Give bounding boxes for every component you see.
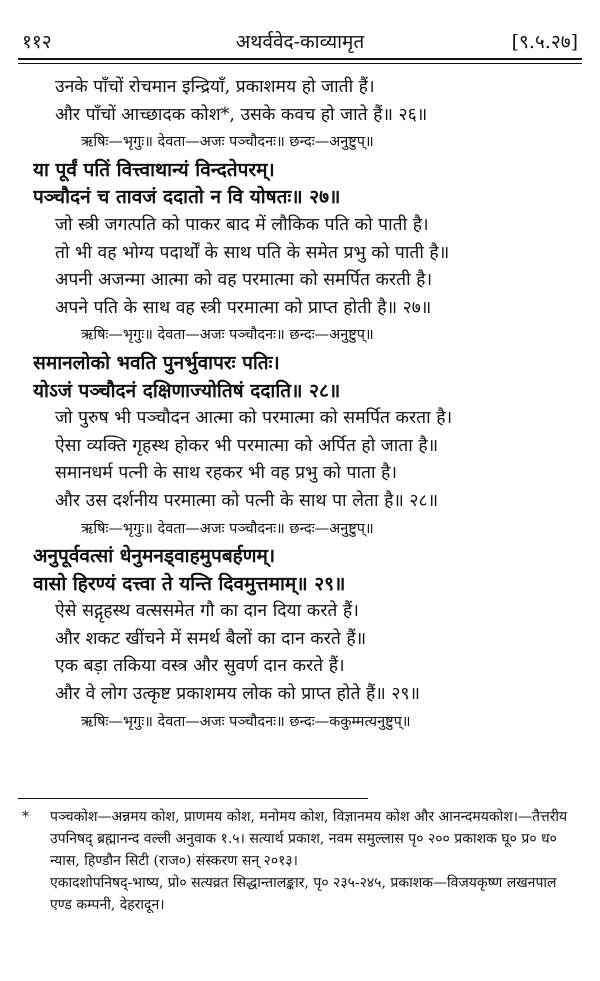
verse-reference: [९.५.२७] [511,31,578,53]
metadata-chhanda: छन्दः—अनुष्टुप्॥ [289,327,374,344]
metadata-rishi: ऋषिः—भृगुः॥ [81,520,153,537]
translation-line: ऐसा व्यक्ति गृहस्थ होकर भी परमात्मा को अर्पित हो जाता है॥ [55,435,439,456]
footnote-text: एकादशोपनिषद्-भाष्य, प्रो० सत्यव्रत सिद्धान्तालङ्कार, पृ० २३५-२४५, प्रकाशक—विजयकृष्ण लखनपाल एण्ड कम्पनी, देहरादून। [50,875,557,913]
running-title: अथर्ववेद-काव्यामृत [235,31,365,53]
footnote [22,872,578,916]
metadata-line [55,516,578,544]
translation-line: तो भी वह भोग्य पदार्थों के साथ पति के समेत प्रभु को पाती है॥ [55,242,450,263]
mantra-line: योऽजं पञ्चौदनं दक्षिणाज्योतिषं ददाति॥ २८॥ [33,379,341,402]
translation-line: ऐसे सद्गृहस्थ वत्ससमेत गौ का दान दिया करते हैं। [55,601,359,622]
metadata-chhanda: छन्दः—अनुष्टुप्॥ [289,520,374,537]
footnote-rule [18,798,368,799]
metadata-devata: देवता—अजः पञ्चौदनः॥ [157,327,285,344]
metadata-devata: देवता—अजः पञ्चौदनः॥ [157,134,285,151]
mantra-line: समानलोको भवति पुनर्भुवापरः पतिः। [33,351,280,374]
translation-line: समानधर्म पत्नी के साथ रहकर भी वह प्रभु को पाता है। [55,463,397,484]
mantra-line: पञ्चौदनं च तावजं ददातो न वि योषतः॥ २७॥ [33,186,341,209]
translation-line: और पाँचों आच्छादक कोश*, उसके कवच हो जाते हैं॥ २६॥ [55,104,428,125]
translation-line: और वे लोग उत्कृष्ट प्रकाशमय लोक को प्राप्त होते हैं॥ २९॥ [55,684,421,705]
translation-line: जो पुरुष भी पञ्चौदन आत्मा को परमात्मा को समर्पित करता है। [55,408,453,429]
verse-content [33,74,578,736]
mantra-line: अनुपूर्ववत्सां धेनुमनड्वाहमुपबर्हणम्। [33,545,276,568]
translation-line: और उस दर्शनीय परमात्मा को पत्नी के साथ पा लेता है॥ २८॥ [55,490,439,511]
mantra-line: वासो हिरण्यं दत्त्वा ते यन्ति दिवमुत्तमाम्॥ २९॥ [33,572,346,595]
metadata-rishi: ऋषिः—भृगुः॥ [81,713,153,730]
footnote [22,806,578,872]
metadata-line [55,322,578,350]
translation-line: अपनी अजन्मा आत्मा को वह परमात्मा को समर्पित करती है। [55,270,433,291]
mantra-line: या पूर्वं पतिं वित्त्वाथान्यं विन्दतेपरम्। [33,158,275,181]
translation-line: उनके पाँचों रोचमान इन्द्रियाँ, प्रकाशमय हो जाती हैं। [55,77,375,97]
metadata-rishi: ऋषिः—भृगुः॥ [81,327,153,344]
metadata-devata: देवता—अजः पञ्चौदनः॥ [157,520,285,537]
metadata-line [55,709,578,737]
page-number: ११२ [22,31,52,53]
footnotes [22,806,578,916]
metadata-chhanda: छन्दः—अनुष्टुप्॥ [289,134,374,151]
footnote-mark: * [22,809,29,825]
translation-line: जो स्त्री जगत्पति को पाकर बाद में लौकिक पति को पाती है। [55,214,429,235]
translation-line: एक बड़ा तकिया वस्त्र और सुवर्ण दान करते हैं। [55,656,345,677]
translation-line: अपने पति के साथ वह स्त्री परमात्मा को प्राप्त होती है॥ २७॥ [55,297,432,318]
metadata-line [55,129,578,157]
page-header [22,28,578,54]
metadata-rishi: ऋषिः—भृगुः॥ [81,134,153,151]
translation-line: और शकट खींचने में समर्थ बैलों का दान करते हैं॥ [55,628,367,649]
footnote-text: पञ्चकोश—अन्नमय कोश, प्राणमय कोश, मनोमय कोश, विज्ञानमय कोश और आनन्दमयकोश।—तैत्तरीय उपनिषद् ब्रह्मानन्द वल्ली अनुवाक १.५। सत्यार्थ प्रकाश, नवम समुल्लास पृ० २०० प्रकाशक घू० प्र० ध० न्यास, हिण्डौन सिटी (राज०) संस्करण सन् २०१३। [50,809,568,869]
metadata-chhanda: छन्दः—ककुम्मत्यनुष्टुप्॥ [289,713,411,730]
metadata-devata: देवता—अजः पञ्चौदनः॥ [157,713,285,730]
header-rule [18,58,582,64]
